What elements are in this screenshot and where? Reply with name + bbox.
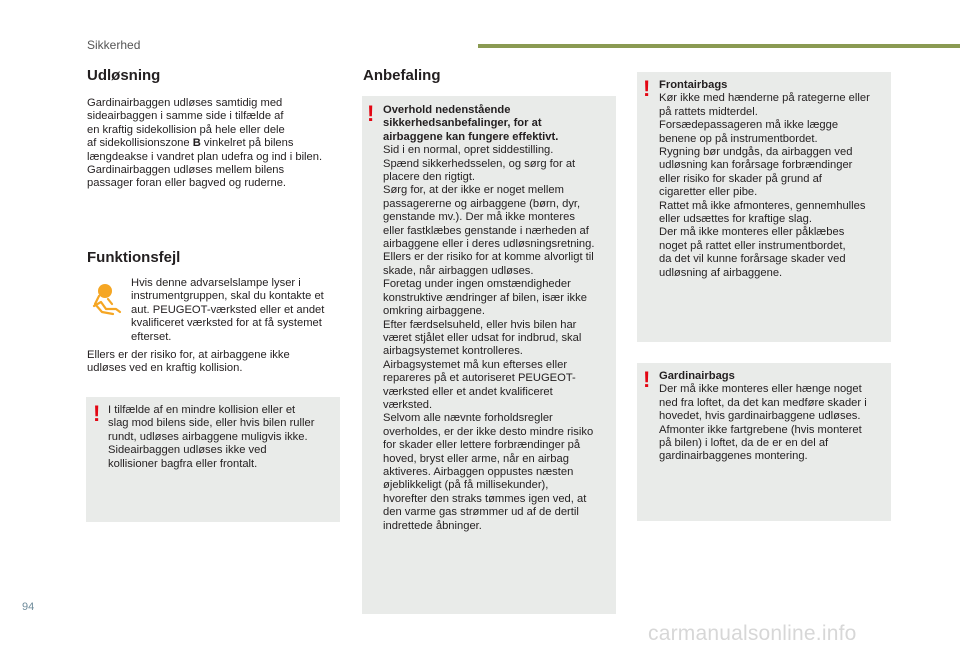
text-line: Forsædepassageren må ikke lægge (659, 119, 839, 132)
page-number: 94 (22, 601, 35, 613)
text-line: Overhold nedenstående (383, 104, 511, 116)
funktionsfejl-title: Funktionsfejl (87, 249, 181, 266)
text-line: Rattet må ikke afmonteres, gennemhulles (659, 199, 866, 212)
text-line: eller fastklæbes genstande i nærheden af (383, 224, 589, 237)
gardinairbags-text (659, 370, 889, 464)
section-label: Sikkerhed (87, 38, 141, 52)
text-line: eller udsættes for kraftige slag. (659, 213, 812, 226)
text-line: omkring airbaggene. (383, 305, 485, 318)
text-line: instrumentgruppen, skal du kontakte et (131, 290, 324, 303)
warning-left-text (108, 404, 338, 471)
frontairbags-text (659, 79, 889, 280)
text-line: Der må ikke monteres eller påklæbes (659, 226, 845, 239)
text-line: airbaggene eller i deres udløsningsretning. (383, 238, 595, 251)
text-line (87, 137, 357, 150)
text-line: en kraftig sidekollision på hele eller dele (87, 123, 285, 136)
text-line: passagererne og airbaggene (børn, dyr, (383, 197, 581, 210)
text-segment: af sidekollisionszone (87, 137, 193, 150)
text-line: airbagsystemet kontrolleres. (383, 345, 523, 358)
text-line: overholdes, er der ikke desto mindre risiko (383, 425, 594, 438)
text-line: Sid i en normal, opret siddestilling. (383, 144, 554, 157)
text-line: cigaretter eller pibe. (659, 186, 758, 199)
warning-icon: ! (93, 401, 101, 426)
text-line: udløsning kan forårsage forbrændinger (659, 159, 853, 172)
text-line: Airbagsystemet må kun efterses eller (383, 358, 568, 371)
text-line: kollisioner bagfra eller frontalt. (108, 457, 258, 470)
warning-icon: ! (643, 76, 651, 101)
text-line: længdeakse i vandret plan udefra og ind i bilen. (87, 150, 323, 163)
warning-icon: ! (367, 101, 375, 126)
text-line: slag mod bilens side, eller hvis bilen ruller (108, 417, 315, 430)
text-segment: vinkelret på bilens (200, 137, 294, 150)
text-line: Spænd sikkerhedsselen, og sørg for at (383, 157, 576, 170)
text-line: hvorefter den straks tømmes igen ved, at (383, 492, 587, 505)
anbefaling-text (383, 104, 615, 533)
text-line: benene op på instrumentbordet. (659, 132, 818, 145)
text-line: eller risiko for skader på grund af (659, 172, 822, 185)
text-line: I tilfælde af en mindre kollision eller et (108, 404, 296, 416)
gardinairbags-title: Gardinairbags (659, 370, 735, 382)
text-line: noget på rattet eller instrumentbordet, (659, 239, 846, 252)
text-line: airbaggene kan fungere effektivt. (383, 130, 559, 143)
text-line: rundt, udløses airbaggene muligvis ikke. (108, 430, 308, 443)
text-line: indrettede åbninger. (383, 519, 482, 532)
text-line: Gardinairbaggen udløses samtidig med (87, 97, 283, 109)
text-line: udløses ved en kraftig kollision. (87, 362, 243, 375)
warning-icon: ! (643, 367, 651, 392)
text-line: hoved, bryst eller arme, når en airbag (383, 452, 569, 465)
text-line: Selvom alle nævnte forholdsregler (383, 412, 553, 425)
text-line: placere den rigtigt. (383, 171, 476, 184)
text-line: aut. PEUGEOT-værksted eller et andet (131, 303, 325, 316)
text-line: repareres på et autoriseret PEUGEOT- (383, 372, 576, 385)
text-line: Sideairbaggen udløses ikke ved (108, 444, 267, 457)
text-line: sikkerhedsanbefalinger, for at (383, 117, 542, 130)
text-line: udløsning af airbaggene. (659, 266, 783, 279)
header-rule (478, 44, 960, 48)
airbag-warning-icon (90, 282, 124, 316)
text-line: skade, når airbaggen udløses. (383, 264, 534, 277)
text-line: ned fra loftet, da det kan medføre skader i (659, 396, 867, 409)
zone-label: B (192, 137, 201, 150)
text-line: Rygning bør undgås, da airbaggen ved (659, 146, 853, 159)
udlosning-text (87, 97, 357, 191)
text-line: Gardinairbaggen udløses mellem bilens (87, 164, 285, 177)
text-line: Kør ikke med hænderne på rategerne eller (659, 92, 870, 105)
text-line: da det vil kunne forårsage skader ved (659, 253, 846, 266)
text-line: Afmonter ikke fartgrebene (hvis monteret (659, 423, 862, 436)
text-line: den varme gas strømmer ud af de dertil (383, 506, 579, 519)
text-line: gardinairbaggenes montering. (659, 450, 808, 463)
text-line: genstande mv.). Der må ikke monteres (383, 211, 575, 224)
text-line: på rattets midterdel. (659, 105, 758, 118)
udlosning-title: Udløsning (87, 67, 161, 84)
text-line: værksted eller et andet kvalificeret (383, 385, 553, 398)
text-line: hovedet, hvis gardinairbaggene udløses. (659, 410, 861, 423)
text-line: på bilen) i loftet, da de er en del af (659, 437, 829, 450)
text-line: Sørg for, at der ikke er noget mellem (383, 184, 564, 197)
anbefaling-title: Anbefaling (363, 67, 441, 84)
text-line: Efter færdselsuheld, eller hvis bilen har (383, 318, 577, 331)
text-line: konstruktive ændringer af bilen, især ikke (383, 291, 587, 304)
text-line: Ellers er der risiko for, at airbaggene ikke (87, 349, 290, 361)
text-line: efterset. (131, 330, 172, 343)
text-line: Hvis denne advarselslampe lyser i (131, 277, 301, 289)
text-line: Foretag under ingen omstændigheder (383, 278, 571, 291)
funktionsfejl-after (87, 349, 347, 376)
frontairbags-title: Frontairbags (659, 79, 728, 91)
text-line: Der må ikke monteres eller hænge noget (659, 383, 862, 396)
text-line: øjeblikkeligt (på få millisekunder), (383, 479, 549, 492)
text-line: været stjålet eller udsat for indbrud, skal (383, 331, 582, 344)
funktionsfejl-icon-text (131, 277, 346, 344)
watermark: carmanualsonline.info (648, 622, 857, 645)
text-line: kvalificeret værksted for at få systemet (131, 317, 322, 330)
text-line: værksted. (383, 398, 433, 411)
text-line: passager foran eller bagved og ruderne. (87, 177, 287, 190)
text-line: Ellers er der risiko for at komme alvorligt til (383, 251, 594, 264)
text-line: for skader eller lettere forbrændinger på (383, 439, 581, 452)
text-line: aktiveres. Airbaggen oppustes næsten (383, 465, 574, 478)
text-line: sideairbaggen i samme side i tilfælde af (87, 110, 284, 123)
